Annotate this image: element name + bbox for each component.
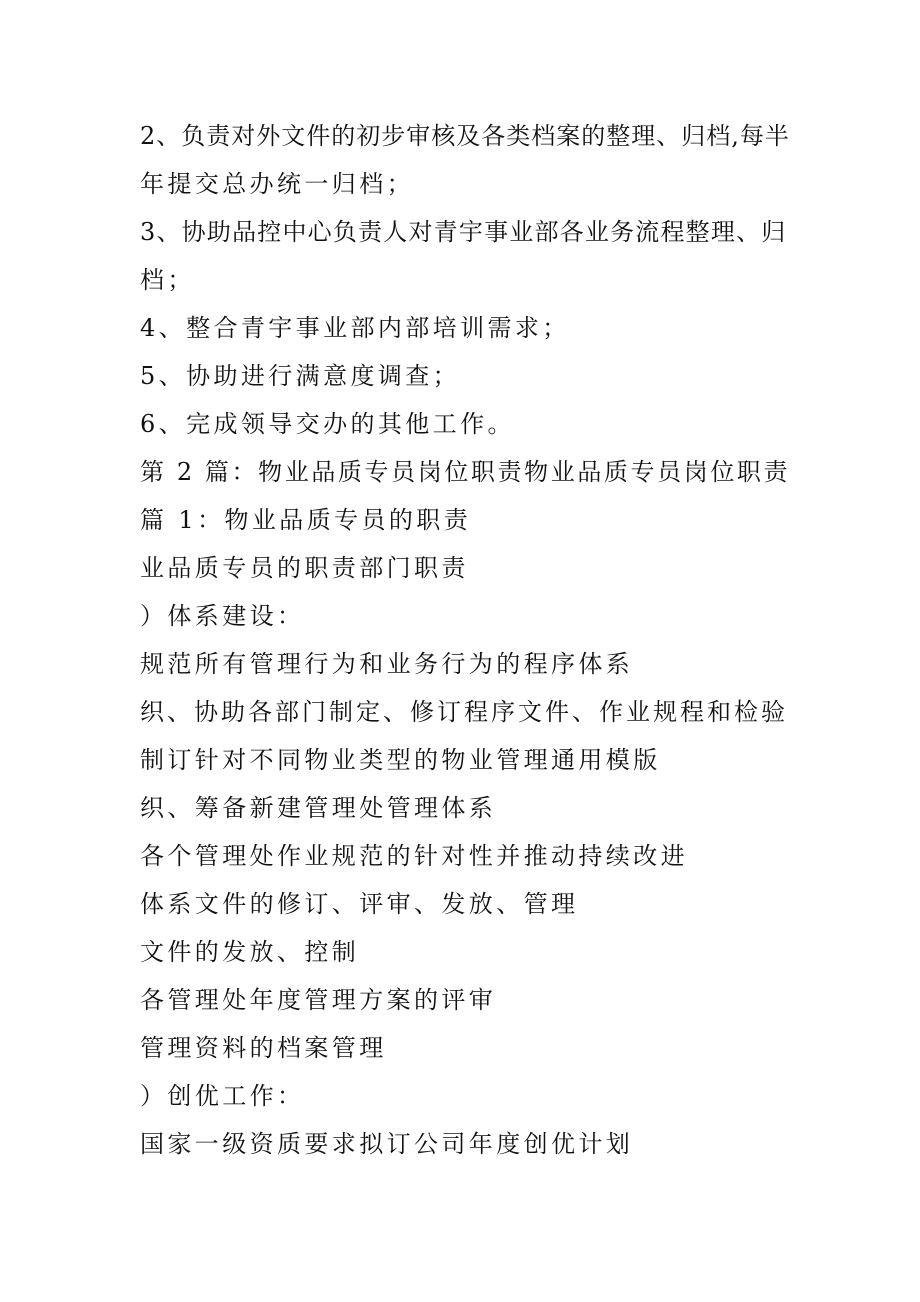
text-line: 档； [140, 266, 195, 294]
text-line: 6、完成领导交办的其他工作。 [140, 410, 515, 438]
text-line: 各个管理处作业规范的针对性并推动持续改进 [140, 842, 688, 870]
text-line: 年提交总办统一归档； [140, 170, 414, 198]
text-line: 文件的发放、控制 [140, 938, 360, 966]
text-line: 业品质专员的职责部门职责 [140, 554, 469, 582]
text-line: 5、协助进行满意度调查； [140, 362, 461, 390]
text-line: 各管理处年度管理方案的评审 [140, 986, 497, 1014]
text-line: 体系文件的修订、评审、发放、管理 [140, 890, 579, 918]
section-heading: 第 2 篇：物业品质专员岗位职责物业品质专员岗位职责 [140, 458, 791, 486]
text-line: ）体系建设： [140, 602, 305, 630]
text-line: ）创优工作： [140, 1082, 305, 1110]
text-line: 2、负责对外文件的初步审核及各类档案的整理、归档,每半 [140, 122, 790, 150]
text-line: 4、整合青宇事业部内部培训需求； [140, 314, 570, 342]
text-line: 3、协助品控中心负责人对青宇事业部各业务流程整理、归 [140, 218, 787, 246]
text-line: 国家一级资质要求拟订公司年度创优计划 [140, 1130, 634, 1158]
text-line: 篇 1：物业品质专员的职责 [140, 506, 472, 534]
text-line: 规范所有管理行为和业务行为的程序体系 [140, 650, 634, 678]
text-line: 制订针对不同物业类型的物业管理通用模版 [140, 746, 661, 774]
text-line: 织、筹备新建管理处管理体系 [140, 794, 497, 822]
text-line: 织、协助各部门制定、修订程序文件、作业规程和检验 [140, 698, 788, 726]
text-line: 管理资料的档案管理 [140, 1034, 387, 1062]
